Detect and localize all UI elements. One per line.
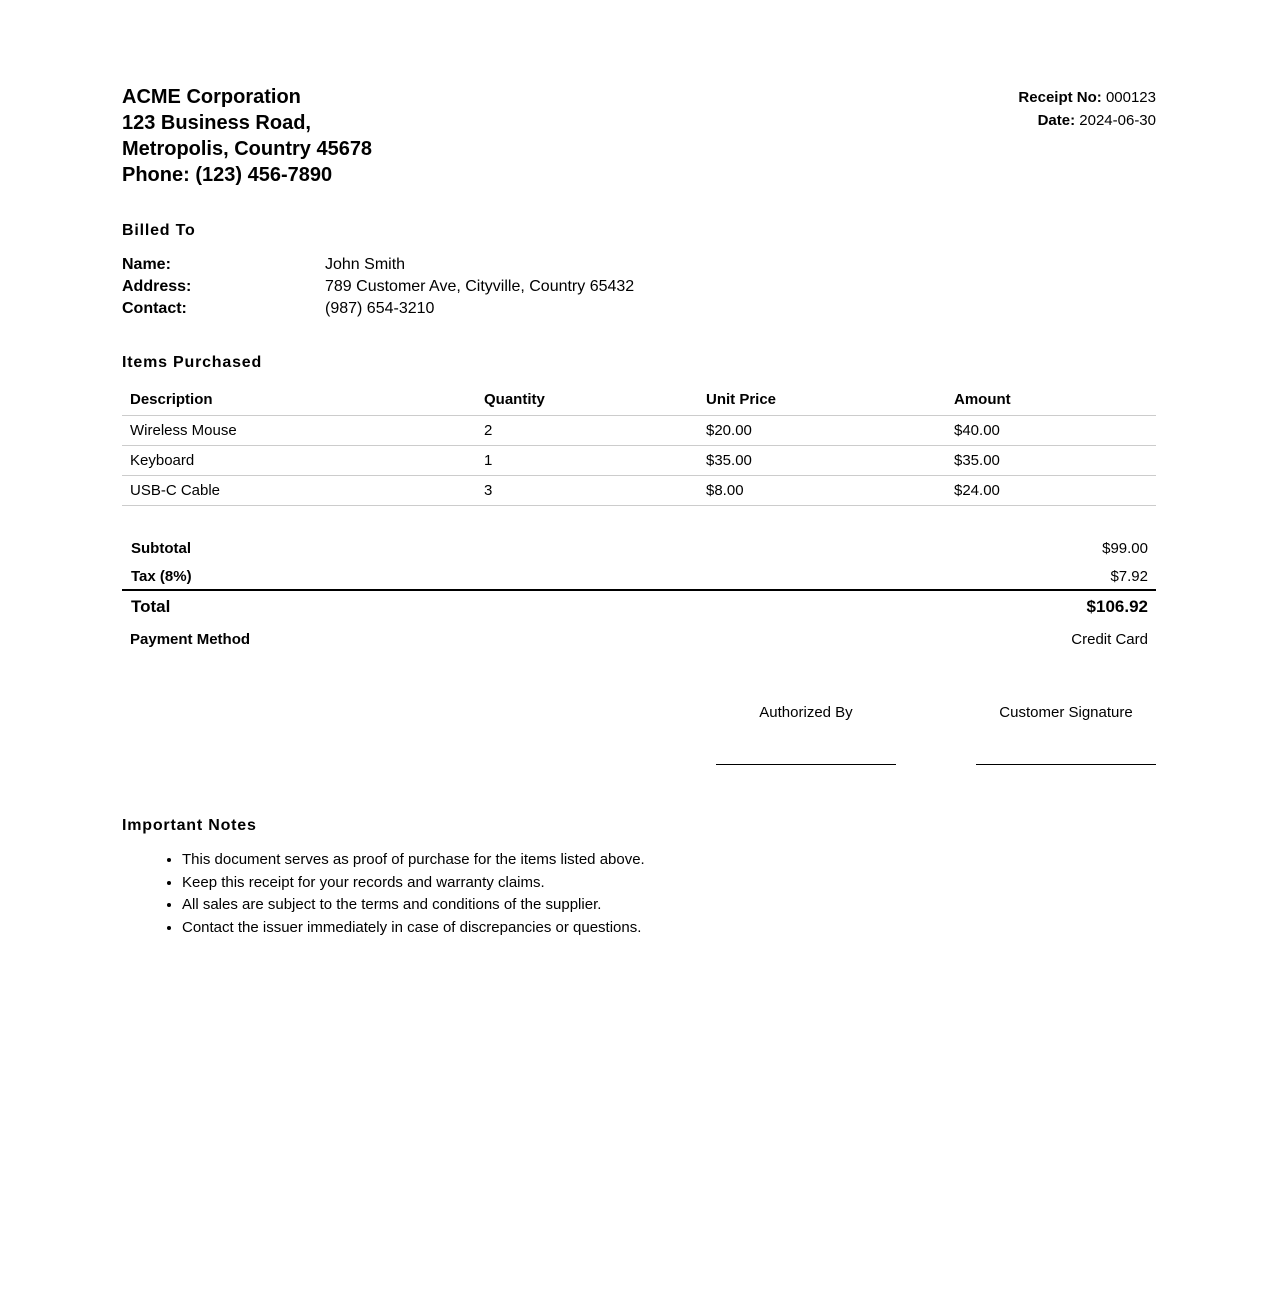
billed-to-heading: Billed To <box>122 222 196 239</box>
billed-address-row <box>122 276 634 298</box>
list-item: • Keep this receipt for your records and warranty claims. <box>182 872 645 895</box>
totals-section <box>122 533 1156 655</box>
tax-row <box>122 563 1156 591</box>
column-header-quantity: Quantity <box>476 385 698 415</box>
billed-contact-row <box>122 298 634 320</box>
authorized-by-label: Authorized By <box>759 704 853 721</box>
item-quantity: 1 <box>476 445 698 475</box>
items-header-row <box>122 385 1156 415</box>
column-header-unit-price: Unit Price <box>698 385 946 415</box>
list-item: • This document serves as proof of purchase for the items listed above. <box>182 849 645 872</box>
total-value: $106.92 <box>1086 597 1148 616</box>
billed-name: John Smith <box>325 256 406 273</box>
receipt-meta <box>1018 86 1156 132</box>
item-amount: $40.00 <box>946 415 1156 445</box>
item-amount: $35.00 <box>946 445 1156 475</box>
receipt-number: 000123 <box>1105 89 1156 106</box>
company-name: ACME Corporation <box>122 86 301 108</box>
total-row <box>122 591 1156 623</box>
notes-list <box>122 849 645 939</box>
company-address-line1: 123 Business Road, <box>122 112 311 134</box>
receipt-number-row <box>1018 86 1156 109</box>
billed-contact-label: Contact: <box>122 300 187 317</box>
company-address-line2: Metropolis, Country 45678 <box>122 138 373 160</box>
tax-label: Tax (8%) <box>131 567 192 585</box>
tax-value: $7.92 <box>1110 567 1148 585</box>
list-item: • Contact the issuer immediately in case of discrepancies or questions. <box>182 917 645 940</box>
items-heading: Items Purchased <box>122 354 263 371</box>
receipt-header <box>122 84 1156 200</box>
subtotal-label: Subtotal <box>131 539 191 557</box>
table-row <box>122 415 1156 445</box>
company-info <box>122 84 372 188</box>
item-description: USB-C Cable <box>122 475 476 505</box>
receipt-document <box>122 84 1156 936</box>
authorized-signature-line <box>716 764 896 765</box>
column-header-amount: Amount <box>946 385 1156 415</box>
item-unit-price: $20.00 <box>698 415 946 445</box>
items-table <box>122 385 1156 506</box>
subtotal-value: $99.00 <box>1102 539 1148 557</box>
item-quantity: 3 <box>476 475 698 505</box>
total-label: Total <box>131 597 171 616</box>
receipt-date-row <box>1018 109 1156 132</box>
list-item: • All sales are subject to the terms and conditions of the supplier. <box>182 894 645 917</box>
billed-address-label: Address: <box>122 278 192 295</box>
item-description: Keyboard <box>122 445 476 475</box>
item-amount: $24.00 <box>946 475 1156 505</box>
subtotal-row <box>122 533 1156 563</box>
customer-signature <box>976 704 1156 765</box>
customer-signature-label: Customer Signature <box>999 704 1133 721</box>
payment-method-label: Payment Method <box>130 630 251 648</box>
authorized-by-signature <box>716 704 896 765</box>
billed-address: 789 Customer Ave, Cityville, Country 65432 <box>325 278 635 295</box>
notes-heading: Important Notes <box>122 817 257 834</box>
customer-signature-line <box>976 764 1156 765</box>
billed-contact: (987) 654-3210 <box>325 300 435 317</box>
item-quantity: 2 <box>476 415 698 445</box>
payment-method-value: Credit Card <box>1071 630 1148 648</box>
table-row <box>122 445 1156 475</box>
billed-name-label: Name: <box>122 256 171 273</box>
table-row <box>122 475 1156 505</box>
receipt-date-label: Date: <box>1037 112 1076 129</box>
column-header-description: Description <box>122 385 476 415</box>
company-phone: Phone: (123) 456-7890 <box>122 164 333 186</box>
billed-name-row <box>122 254 634 276</box>
item-unit-price: $35.00 <box>698 445 946 475</box>
item-unit-price: $8.00 <box>698 475 946 505</box>
receipt-number-label: Receipt No: <box>1018 89 1102 106</box>
billed-to-details <box>122 254 634 320</box>
payment-method-row <box>122 623 1156 655</box>
receipt-date: 2024-06-30 <box>1079 112 1156 129</box>
item-description: Wireless Mouse <box>122 415 476 445</box>
